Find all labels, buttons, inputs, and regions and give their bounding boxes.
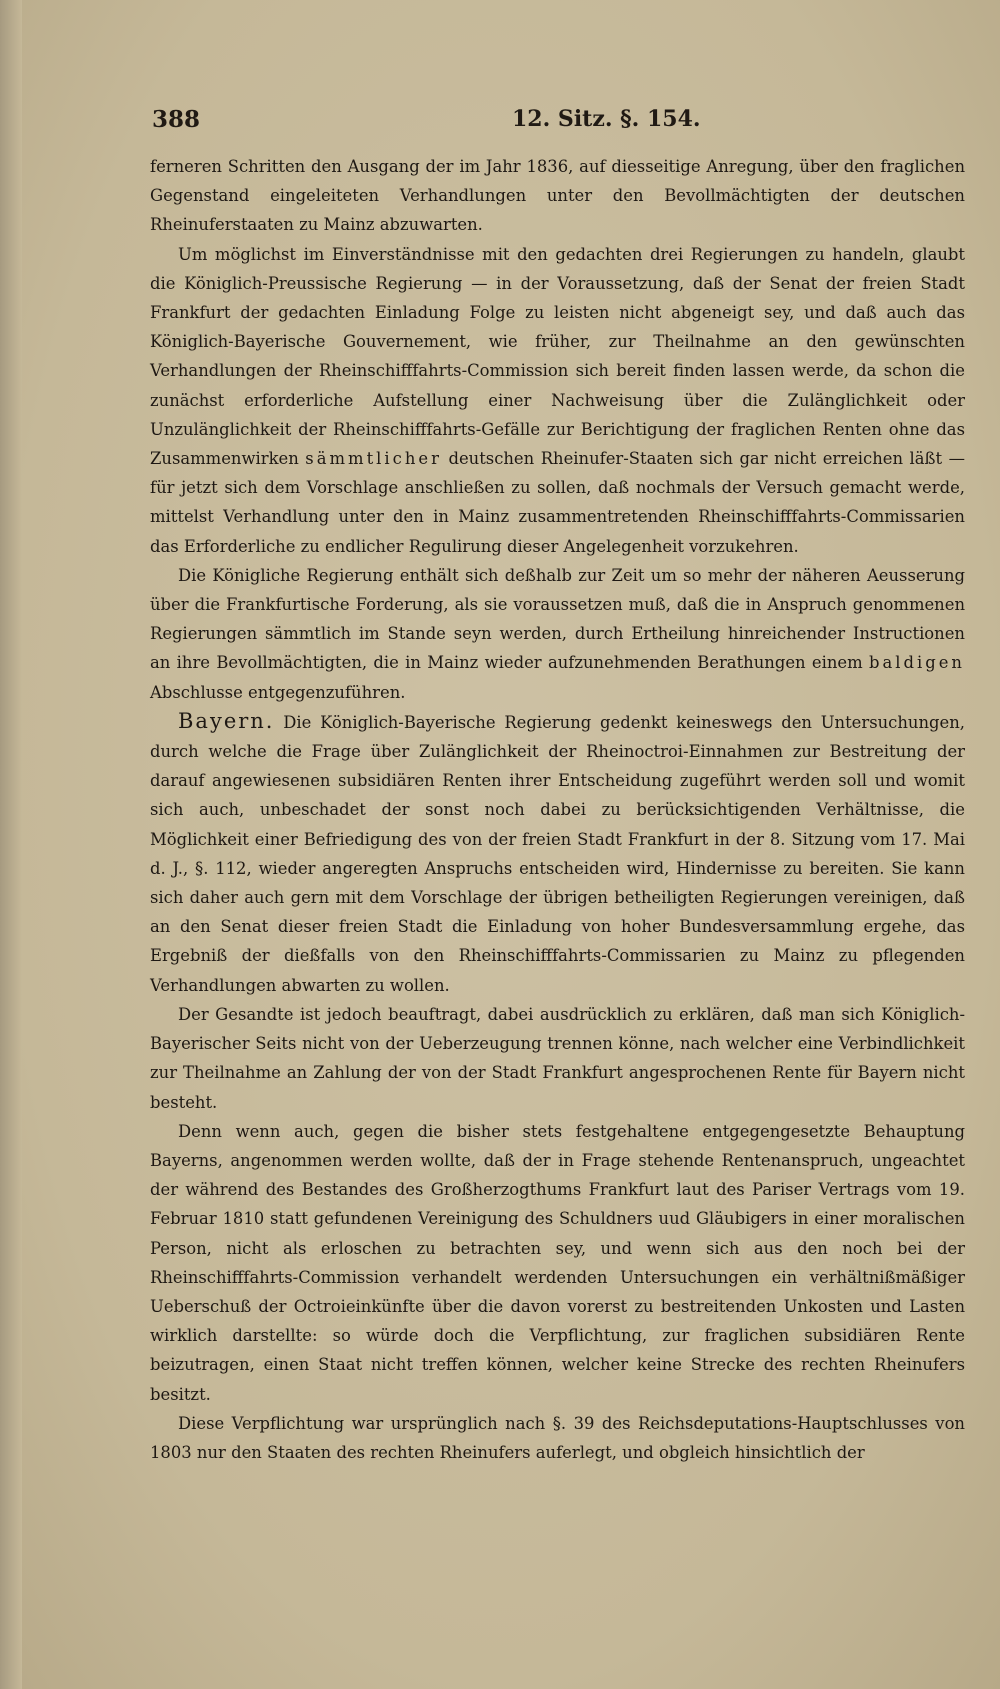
paragraph-text: Die Königlich-Bayerische Regierung gedenkt keineswegs den Untersuchungen, durch welche die Frage über Zulänglichkeit der Rheinoctroi-Einnahmen zur Bestreitung der darauf angewiesenen subsidiären Renten ihrer Entscheidung zugeführt werden soll und womit sich auch, unbeschadet der sonst noch dabei zu berücksichtigenden Verhältnisse, die Möglichkeit einer Befriedigung des von der freien Stadt Frankfurt in der 8. Sitzung vom 17. Mai d. J., §. 112, wieder angeregten Anspruchs entscheiden wird, Hindernisse zu bereiten. Sie kann sich daher auch gern mit dem Vorschlage der übrigen betheiligten Regierungen vereinigen, daß an den Senat dieser freien Stadt die Einladung von hoher Bundesversammlung ergehe, das Ergebniß der dießfalls von den Rheinschifffahrts-Commissarien zu Mainz zu pflegenden Verhandlungen abwarten zu wollen. [150,712,965,995]
paragraph-4 [150,707,965,1000]
state-heading: Bayern. [178,708,275,733]
paragraph-text: Die Königliche Regierung enthält sich deßhalb zur Zeit um so mehr der näheren Aeusserung über die Frankfurtische Forderung, als sie voraussetzen muß, daß die in Anspruch genommenen Regierungen sämmtlich im Stande seyn werden, durch Ertheilung hinreichender Instructionen an ihre Bevollmächtigten, die in Mainz wieder aufzunehmenden Berathungen einem [150,565,965,673]
paragraph-text: Der Gesandte ist jedoch beauftragt, dabei ausdrücklich zu erklären, daß man sich Königlich-Bayerischer Seits nicht von der Ueberzeugung trennen könne, nach welcher eine Verbindlichkeit zur Theilnahme an Zahlung der von der Stadt Frankfurt angesprochenen Rente für Bayern nicht besteht. [150,1004,965,1112]
paragraph-text: Um möglichst im Einverständnisse mit den gedachten drei Regierungen zu handeln, glaubt die Königlich-Preussische Regierung — in der Voraussetzung, daß der Senat der freien Stadt Frankfurt der gedachten Einladung Folge zu leisten nicht abgeneigt sey, und daß auch das Königlich-Bayerische Gouvernement, wie früher, zur Theilnahme an den gewünschten Verhandlungen der Rheinschifffahrts-Commission sich bereit finden lassen werde, da schon die zunächst erforderliche Aufstellung einer Nachweisung über die Zulänglichkeit oder Unzulänglichkeit der Rheinschifffahrts-Gefälle zur Berichtigung der fraglichen Renten ohne das Zusammenwirken [150,244,965,469]
paragraph-1 [150,152,965,240]
page-number: 388 [152,106,201,133]
paragraph-6 [150,1117,965,1409]
paragraph-5 [150,1000,965,1117]
paragraph-text: Diese Verpflichtung war ursprünglich nach §. 39 des Reichsdeputations-Hauptschlusses von 1803 nur den Staaten des rechten Rheinufers auferlegt, und obgleich hinsichtlich der [150,1413,965,1462]
page-edge-shadow [0,0,22,1689]
paragraph-text-after: deutschen Rheinufer-Staaten sich gar nicht erreichen läßt — für jetzt sich dem Vorschlage anschließen zu sollen, daß nochmals der Versuch gemacht werde, mittelst Verhandlung unter den in Mainz zusammentretenden Rheinschifffahrts-Commissarien das Erforderliche zu endlicher Regulirung dieser Angelegenheit vorzukehren. [150,449,965,556]
paragraph-3 [150,561,965,707]
paragraph-text: ferneren Schritten den Ausgang der im Jahr 1836, auf diesseitige Anregung, über den fraglichen Gegenstand eingeleiteten Verhandlungen unter den Bevollmächtigten der deutschen Rheinuferstaaten zu Mainz abzuwarten. [150,157,965,235]
emphasized-word: baldigen [868,653,965,673]
paragraph-2 [150,240,965,561]
running-head: 12. Sitz. §. 154. [512,106,701,132]
page-header [152,106,942,142]
body-text [150,152,965,1467]
paragraph-text: Denn wenn auch, gegen die bisher stets festgehaltene entgegengesetzte Behauptung Bayerns, angenommen werden wollte, daß der in Frage stehende Rentenanspruch, ungeachtet der während des Bestandes des Großherzogthums Frankfurt laut des Pariser Vertrags vom 19. Februar 1810 statt gefundenen Vereinigung des Schuldners uud Gläubigers in einer moralischen Person, nicht als erloschen zu betrachten sey, und wenn sich aus den noch bei der Rheinschifffahrts-Commission verhandelt werdenden Untersuchungen ein verhältnißmäßiger Ueberschuß der Octroieinkünfte über die davon vorerst zu bestreitenden Unkosten und Lasten wirklich darstellte: so würde doch die Verpflichtung, zur fraglichen subsidiären Rente beizutragen, einen Staat nicht treffen können, welcher keine Strecke des rechten Rheinufers besitzt. [150,1121,965,1404]
emphasized-word: sämmtlicher [305,449,442,469]
paragraph-7 [150,1409,965,1467]
paragraph-text-after: Abschlusse entgegenzuführen. [150,682,406,702]
